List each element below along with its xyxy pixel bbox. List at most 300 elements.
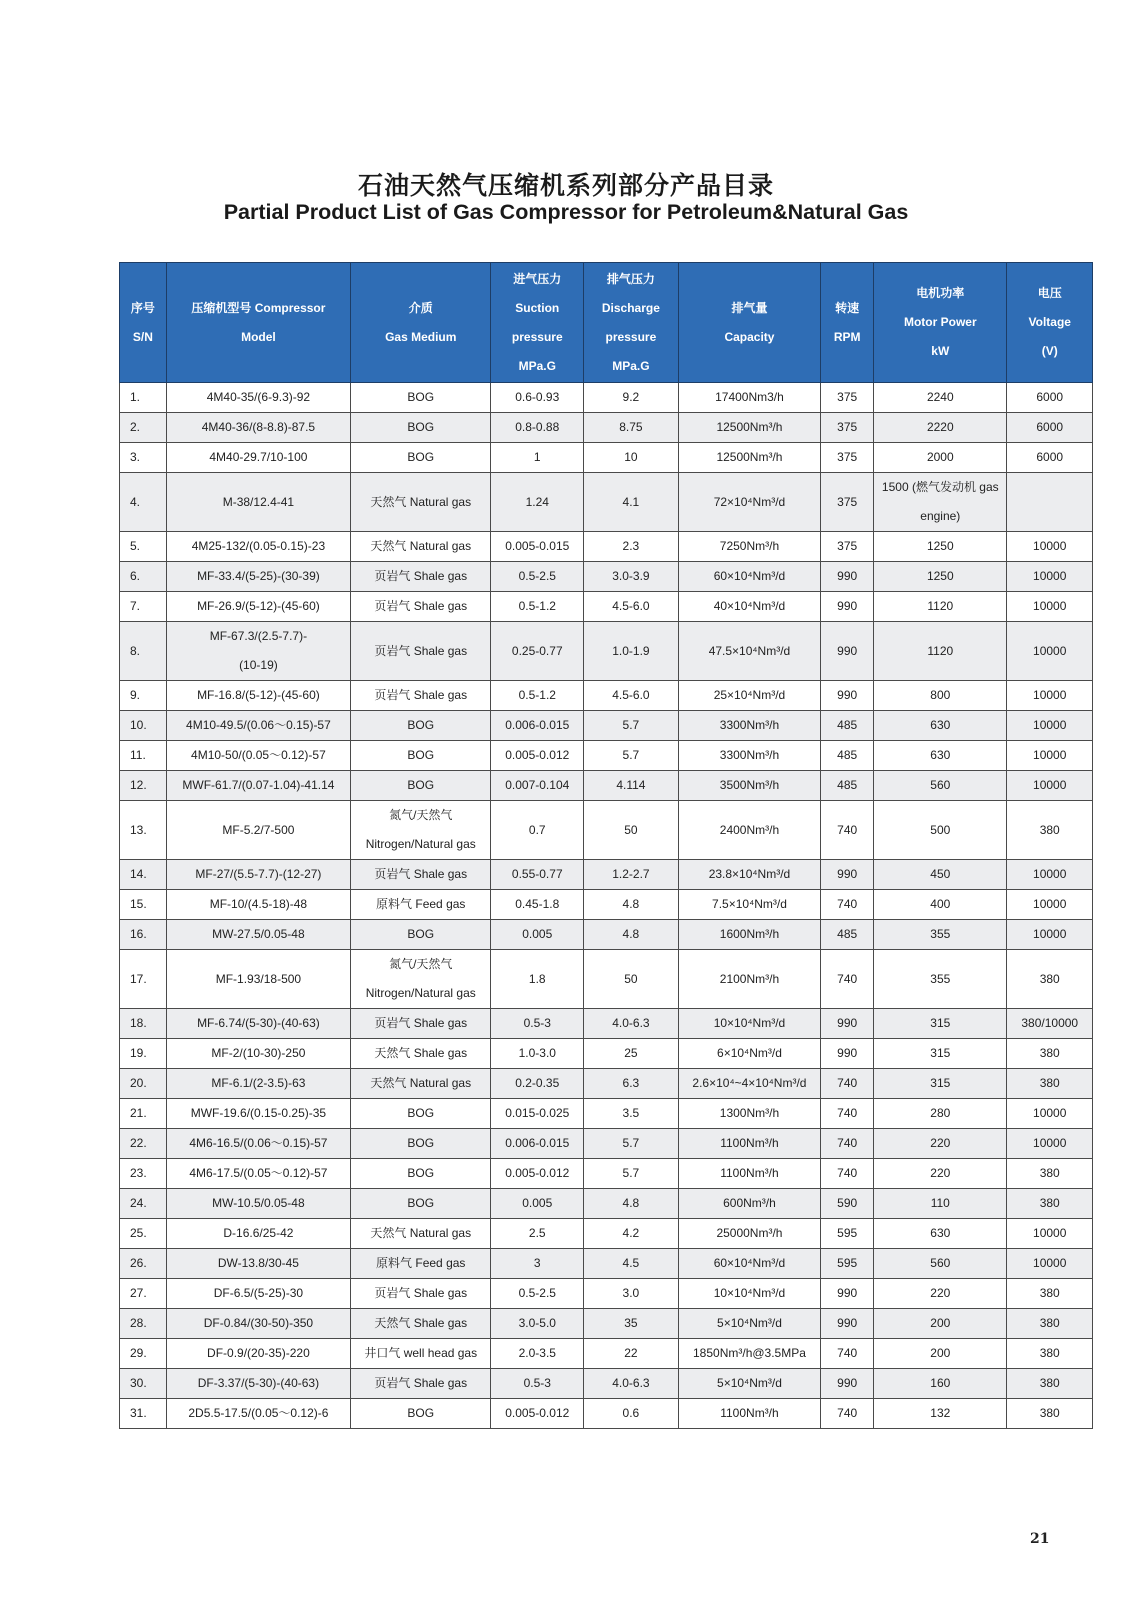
cell-capacity: 7.5×10⁴Nm³/d <box>678 890 820 920</box>
header-line: kW <box>931 344 950 358</box>
cell-medium-line: BOG <box>407 450 435 464</box>
cell-rpm: 740 <box>821 1339 874 1369</box>
cell-power-line: 1250 <box>926 569 954 583</box>
header-line: pressure <box>511 329 563 344</box>
table-row <box>120 1369 1093 1399</box>
header-line: 序号 <box>130 300 155 315</box>
table-row <box>120 1339 1093 1369</box>
cell-sn: 21. <box>120 1099 167 1129</box>
cell-discharge: 5.7 <box>584 711 679 741</box>
cell-suction: 3 <box>491 1249 584 1279</box>
header-medium <box>351 263 491 383</box>
table-row <box>120 1249 1093 1279</box>
cell-rpm: 375 <box>821 532 874 562</box>
cell-model-line: (10-19) <box>239 658 278 672</box>
cell-medium-line: BOG <box>407 420 435 434</box>
cell-suction: 0.25-0.77 <box>491 622 584 681</box>
cell-medium-line: BOG <box>407 1106 435 1120</box>
cell-voltage: 10000 <box>1007 1129 1093 1159</box>
cell-power-line: 220 <box>930 1286 951 1300</box>
cell-voltage: 10000 <box>1007 771 1093 801</box>
header-voltage <box>1007 263 1093 383</box>
table-row <box>120 920 1093 950</box>
cell-power-line: 2240 <box>926 390 954 404</box>
cell-capacity: 3300Nm³/h <box>678 711 820 741</box>
cell-model-line: MF-6.1/(2-3.5)-63 <box>211 1076 306 1090</box>
cell-sn: 24. <box>120 1189 167 1219</box>
cell-power <box>874 920 1007 950</box>
cell-power <box>874 1249 1007 1279</box>
cell-medium-line: BOG <box>407 1166 435 1180</box>
cell-sn: 30. <box>120 1369 167 1399</box>
cell-model-line: MF-67.3/(2.5-7.7)- <box>209 629 308 643</box>
cell-sn: 15. <box>120 890 167 920</box>
table-row <box>120 1099 1093 1129</box>
cell-power <box>874 622 1007 681</box>
cell-power-line: 400 <box>930 897 951 911</box>
cell-capacity: 72×10⁴Nm³/d <box>678 473 820 532</box>
cell-voltage: 6000 <box>1007 413 1093 443</box>
cell-voltage: 380 <box>1007 950 1093 1009</box>
cell-discharge: 3.0-3.9 <box>584 562 679 592</box>
cell-medium <box>351 1099 491 1129</box>
cell-discharge: 35 <box>584 1309 679 1339</box>
cell-power-line: 450 <box>930 867 951 881</box>
cell-suction: 0.8-0.88 <box>491 413 584 443</box>
cell-capacity: 1600Nm³/h <box>678 920 820 950</box>
cell-rpm: 990 <box>821 1309 874 1339</box>
cell-capacity: 3300Nm³/h <box>678 741 820 771</box>
cell-medium <box>351 860 491 890</box>
cell-discharge: 4.2 <box>584 1219 679 1249</box>
cell-voltage: 10000 <box>1007 532 1093 562</box>
cell-power <box>874 1309 1007 1339</box>
cell-voltage: 10000 <box>1007 1219 1093 1249</box>
cell-discharge: 0.6 <box>584 1399 679 1429</box>
cell-medium-line: BOG <box>407 718 435 732</box>
cell-rpm: 375 <box>821 413 874 443</box>
cell-model-line: MW-10.5/0.05-48 <box>212 1196 305 1210</box>
cell-discharge: 3.0 <box>584 1279 679 1309</box>
cell-voltage: 6000 <box>1007 383 1093 413</box>
cell-power-line: engine) <box>920 509 961 523</box>
cell-capacity: 25000Nm³/h <box>678 1219 820 1249</box>
cell-sn: 25. <box>120 1219 167 1249</box>
cell-model-line: MF-10/(4.5-18)-48 <box>209 897 308 911</box>
cell-suction: 0.005-0.015 <box>491 532 584 562</box>
header-line: S/N <box>132 329 153 344</box>
cell-model-line: 4M6-17.5/(0.05～0.12)-57 <box>189 1166 328 1180</box>
cell-model <box>166 413 350 443</box>
cell-model-line: 4M40-35/(6-9.3)-92 <box>206 390 311 404</box>
cell-rpm: 740 <box>821 950 874 1009</box>
cell-model-line: DW-13.8/30-45 <box>217 1256 299 1270</box>
header-sn <box>120 263 167 383</box>
cell-medium <box>351 771 491 801</box>
cell-voltage: 10000 <box>1007 562 1093 592</box>
header-line: Gas Medium <box>385 329 457 344</box>
cell-discharge: 4.5 <box>584 1249 679 1279</box>
cell-model <box>166 1339 350 1369</box>
cell-capacity: 10×10⁴Nm³/d <box>678 1279 820 1309</box>
cell-rpm: 595 <box>821 1249 874 1279</box>
cell-rpm: 740 <box>821 1159 874 1189</box>
cell-capacity: 1100Nm³/h <box>678 1159 820 1189</box>
cell-model-line: MF-26.9/(5-12)-(45-60) <box>197 599 320 613</box>
cell-medium-line: BOG <box>407 390 435 404</box>
cell-discharge: 2.3 <box>584 532 679 562</box>
cell-sn: 3. <box>120 443 167 473</box>
cell-suction: 3.0-5.0 <box>491 1309 584 1339</box>
cell-power-line: 1250 <box>926 539 954 553</box>
cell-suction: 0.007-0.104 <box>491 771 584 801</box>
cell-sn: 9. <box>120 681 167 711</box>
cell-model <box>166 771 350 801</box>
table-row <box>120 622 1093 681</box>
cell-power-line: 220 <box>930 1136 951 1150</box>
cell-suction: 1.24 <box>491 473 584 532</box>
cell-medium <box>351 1339 491 1369</box>
cell-suction: 0.5-1.2 <box>491 592 584 622</box>
cell-power <box>874 711 1007 741</box>
table-row <box>120 681 1093 711</box>
cell-medium-line: BOG <box>407 1136 435 1150</box>
cell-model-line: MF-16.8/(5-12)-(45-60) <box>197 688 320 702</box>
cell-voltage: 380/10000 <box>1007 1009 1093 1039</box>
cell-rpm: 990 <box>821 681 874 711</box>
cell-model <box>166 1039 350 1069</box>
cell-model-line: 4M40-36/(8-8.8)-87.5 <box>201 420 316 434</box>
cell-medium-line: Nitrogen/Natural gas <box>365 837 476 851</box>
table-row <box>120 890 1093 920</box>
cell-medium-line: 页岩气 Shale gas <box>374 688 468 702</box>
cell-medium-line: 天然气 Natural gas <box>370 539 472 553</box>
cell-power <box>874 1279 1007 1309</box>
cell-capacity: 5×10⁴Nm³/d <box>678 1369 820 1399</box>
table-row <box>120 741 1093 771</box>
header-line: 排气压力 <box>606 271 655 286</box>
cell-sn: 18. <box>120 1009 167 1039</box>
cell-discharge: 9.2 <box>584 383 679 413</box>
cell-sn: 2. <box>120 413 167 443</box>
cell-capacity: 12500Nm³/h <box>678 413 820 443</box>
cell-power <box>874 1159 1007 1189</box>
header-line: 电压 <box>1037 286 1062 300</box>
cell-power <box>874 1339 1007 1369</box>
cell-discharge: 10 <box>584 443 679 473</box>
cell-voltage: 10000 <box>1007 711 1093 741</box>
page-title-en: Partial Product List of Gas Compressor for Petroleum&Natural Gas <box>223 200 909 224</box>
cell-voltage: 380 <box>1007 1399 1093 1429</box>
cell-sn: 13. <box>120 801 167 860</box>
cell-capacity: 60×10⁴Nm³/d <box>678 1249 820 1279</box>
cell-sn: 31. <box>120 1399 167 1429</box>
cell-power-line: 355 <box>930 927 951 941</box>
cell-voltage: 10000 <box>1007 741 1093 771</box>
cell-sn: 11. <box>120 741 167 771</box>
header-line: RPM <box>833 329 861 344</box>
cell-medium-line: 页岩气 Shale gas <box>374 1286 468 1300</box>
cell-voltage: 6000 <box>1007 443 1093 473</box>
cell-rpm: 740 <box>821 801 874 860</box>
header-line: 进气压力 <box>513 271 562 286</box>
cell-voltage: 10000 <box>1007 860 1093 890</box>
cell-power-line: 200 <box>930 1346 951 1360</box>
cell-power-line: 110 <box>930 1196 950 1210</box>
cell-medium <box>351 1309 491 1339</box>
table-body <box>120 383 1093 1429</box>
cell-voltage <box>1007 473 1093 532</box>
cell-model <box>166 950 350 1009</box>
cell-capacity: 25×10⁴Nm³/d <box>678 681 820 711</box>
table-row <box>120 711 1093 741</box>
cell-suction: 0.6-0.93 <box>491 383 584 413</box>
cell-capacity: 2400Nm³/h <box>678 801 820 860</box>
table-row <box>120 443 1093 473</box>
cell-capacity: 12500Nm³/h <box>678 443 820 473</box>
cell-sn: 10. <box>120 711 167 741</box>
cell-power-line: 630 <box>930 718 951 732</box>
cell-medium <box>351 383 491 413</box>
cell-model-line: 4M40-29.7/10-100 <box>209 450 308 464</box>
cell-power <box>874 1219 1007 1249</box>
cell-model <box>166 532 350 562</box>
header-capacity <box>678 263 820 383</box>
header-line: 压缩机型号 Compressor <box>191 300 326 315</box>
cell-sn: 26. <box>120 1249 167 1279</box>
cell-rpm: 375 <box>821 473 874 532</box>
cell-suction: 2.0-3.5 <box>491 1339 584 1369</box>
cell-medium <box>351 920 491 950</box>
cell-power <box>874 741 1007 771</box>
table-row <box>120 1279 1093 1309</box>
cell-discharge: 3.5 <box>584 1099 679 1129</box>
cell-discharge: 6.3 <box>584 1069 679 1099</box>
cell-rpm: 485 <box>821 771 874 801</box>
cell-discharge: 4.5-6.0 <box>584 681 679 711</box>
header-rpm <box>821 263 874 383</box>
cell-rpm: 990 <box>821 1009 874 1039</box>
cell-power-line: 280 <box>930 1106 951 1120</box>
cell-sn: 6. <box>120 562 167 592</box>
cell-rpm: 740 <box>821 1069 874 1099</box>
cell-sn: 28. <box>120 1309 167 1339</box>
table-row <box>120 950 1093 1009</box>
cell-suction: 0.2-0.35 <box>491 1069 584 1099</box>
cell-discharge: 8.75 <box>584 413 679 443</box>
cell-capacity: 6×10⁴Nm³/d <box>678 1039 820 1069</box>
cell-medium-line: BOG <box>407 1196 435 1210</box>
cell-power <box>874 413 1007 443</box>
cell-medium <box>351 1069 491 1099</box>
table-row <box>120 801 1093 860</box>
cell-suction: 0.5-3 <box>491 1009 584 1039</box>
cell-power <box>874 592 1007 622</box>
cell-medium <box>351 443 491 473</box>
cell-suction: 0.7 <box>491 801 584 860</box>
cell-medium-line: 氮气/天然气 <box>389 957 453 971</box>
cell-capacity: 3500Nm³/h <box>678 771 820 801</box>
cell-model-line: MF-5.2/7-500 <box>222 822 295 837</box>
cell-medium-line: 天然气 Natural gas <box>370 494 472 509</box>
cell-capacity: 1100Nm³/h <box>678 1129 820 1159</box>
page-title-cn: 石油天然气压缩机系列部分产品目录 <box>357 171 774 200</box>
cell-capacity: 17400Nm3/h <box>678 383 820 413</box>
cell-voltage: 10000 <box>1007 1099 1093 1129</box>
cell-suction: 0.55-0.77 <box>491 860 584 890</box>
cell-model <box>166 890 350 920</box>
cell-model-line: DF-0.84/(30-50)-350 <box>203 1316 314 1330</box>
cell-medium <box>351 1159 491 1189</box>
cell-sn: 8. <box>120 622 167 681</box>
cell-suction: 0.5-2.5 <box>491 562 584 592</box>
cell-discharge: 25 <box>584 1039 679 1069</box>
cell-model <box>166 1129 350 1159</box>
table-row <box>120 1309 1093 1339</box>
cell-power-line: 560 <box>930 778 951 792</box>
cell-medium <box>351 1219 491 1249</box>
cell-discharge: 4.8 <box>584 890 679 920</box>
cell-power <box>874 801 1007 860</box>
cell-power-line: 630 <box>930 748 951 762</box>
cell-power-line: 315 <box>930 1076 951 1090</box>
cell-model-line: D-16.6/25-42 <box>223 1226 294 1240</box>
cell-discharge: 5.7 <box>584 741 679 771</box>
cell-rpm: 740 <box>821 1129 874 1159</box>
cell-capacity: 47.5×10⁴Nm³/d <box>678 622 820 681</box>
header-discharge <box>584 263 679 383</box>
cell-model <box>166 383 350 413</box>
cell-voltage: 380 <box>1007 1189 1093 1219</box>
header-line: pressure <box>605 329 657 344</box>
cell-power <box>874 1009 1007 1039</box>
cell-capacity: 5×10⁴Nm³/d <box>678 1309 820 1339</box>
cell-rpm: 740 <box>821 1399 874 1429</box>
cell-model <box>166 1399 350 1429</box>
cell-model <box>166 920 350 950</box>
header-line: 电机功率 <box>916 286 965 300</box>
cell-sn: 29. <box>120 1339 167 1369</box>
cell-model <box>166 1309 350 1339</box>
cell-model-line: 4M25-132/(0.05-0.15)-23 <box>191 539 326 553</box>
cell-medium-line: 天然气 Natural gas <box>370 1076 472 1090</box>
cell-discharge: 22 <box>584 1339 679 1369</box>
cell-power <box>874 890 1007 920</box>
cell-model <box>166 860 350 890</box>
header-power <box>874 263 1007 383</box>
cell-power <box>874 532 1007 562</box>
cell-model <box>166 622 350 681</box>
cell-power <box>874 860 1007 890</box>
cell-power-line: 1120 <box>927 643 954 658</box>
header-line: Suction <box>515 300 560 315</box>
table-row <box>120 1159 1093 1189</box>
cell-suction: 0.5-3 <box>491 1369 584 1399</box>
cell-model <box>166 1009 350 1039</box>
cell-sn: 1. <box>120 383 167 413</box>
cell-suction: 0.005-0.012 <box>491 1399 584 1429</box>
cell-power <box>874 1069 1007 1099</box>
cell-discharge: 5.7 <box>584 1129 679 1159</box>
cell-power <box>874 562 1007 592</box>
cell-medium <box>351 1249 491 1279</box>
cell-capacity: 10×10⁴Nm³/d <box>678 1009 820 1039</box>
cell-medium <box>351 890 491 920</box>
cell-power-line: 1120 <box>927 599 954 613</box>
cell-rpm: 375 <box>821 443 874 473</box>
cell-voltage: 380 <box>1007 801 1093 860</box>
table-row <box>120 860 1093 890</box>
cell-suction: 0.005 <box>491 920 584 950</box>
cell-power-line: 315 <box>930 1046 951 1060</box>
cell-suction: 2.5 <box>491 1219 584 1249</box>
cell-voltage: 380 <box>1007 1369 1093 1399</box>
cell-model <box>166 1219 350 1249</box>
table-row <box>120 532 1093 562</box>
cell-power <box>874 681 1007 711</box>
table-row <box>120 1069 1093 1099</box>
cell-sn: 17. <box>120 950 167 1009</box>
header-line: (V) <box>1041 344 1058 358</box>
cell-medium-line: 井口气 well head gas <box>364 1346 478 1360</box>
cell-medium <box>351 413 491 443</box>
cell-medium-line: 原料气 Feed gas <box>376 1256 466 1270</box>
cell-power <box>874 383 1007 413</box>
cell-model <box>166 592 350 622</box>
cell-sn: 22. <box>120 1129 167 1159</box>
cell-discharge: 4.8 <box>584 920 679 950</box>
cell-medium-line: 天然气 Natural gas <box>370 1226 472 1240</box>
cell-power-line: 500 <box>930 822 951 837</box>
cell-medium <box>351 1039 491 1069</box>
cell-suction: 1.8 <box>491 950 584 1009</box>
cell-power <box>874 1129 1007 1159</box>
cell-sn: 7. <box>120 592 167 622</box>
cell-suction: 0.015-0.025 <box>491 1099 584 1129</box>
table-row <box>120 383 1093 413</box>
cell-discharge: 50 <box>584 950 679 1009</box>
table-row <box>120 1399 1093 1429</box>
cell-model-line: MF-2/(10-30)-250 <box>211 1046 306 1060</box>
cell-medium-line: BOG <box>407 927 435 941</box>
product-table <box>119 262 1093 1429</box>
header-line: Discharge <box>601 300 660 315</box>
cell-power-line: 630 <box>930 1226 951 1240</box>
cell-model-line: DF-0.9/(20-35)-220 <box>207 1346 310 1360</box>
cell-capacity: 1100Nm³/h <box>678 1399 820 1429</box>
header-line: MPa.G <box>518 358 556 373</box>
cell-voltage: 10000 <box>1007 681 1093 711</box>
cell-sn: 19. <box>120 1039 167 1069</box>
table-row <box>120 1039 1093 1069</box>
cell-capacity: 60×10⁴Nm³/d <box>678 562 820 592</box>
cell-model-line: MWF-19.6/(0.15-0.25)-35 <box>190 1106 327 1120</box>
cell-capacity: 23.8×10⁴Nm³/d <box>678 860 820 890</box>
cell-voltage: 10000 <box>1007 622 1093 681</box>
cell-model <box>166 801 350 860</box>
cell-medium <box>351 950 491 1009</box>
cell-power-line: 132 <box>930 1406 951 1420</box>
cell-medium <box>351 473 491 532</box>
cell-rpm: 740 <box>821 890 874 920</box>
cell-capacity: 2100Nm³/h <box>678 950 820 1009</box>
cell-medium-line: 页岩气 Shale gas <box>374 569 468 583</box>
cell-rpm: 990 <box>821 622 874 681</box>
cell-sn: 12. <box>120 771 167 801</box>
cell-medium <box>351 1009 491 1039</box>
cell-model <box>166 1159 350 1189</box>
cell-sn: 5. <box>120 532 167 562</box>
